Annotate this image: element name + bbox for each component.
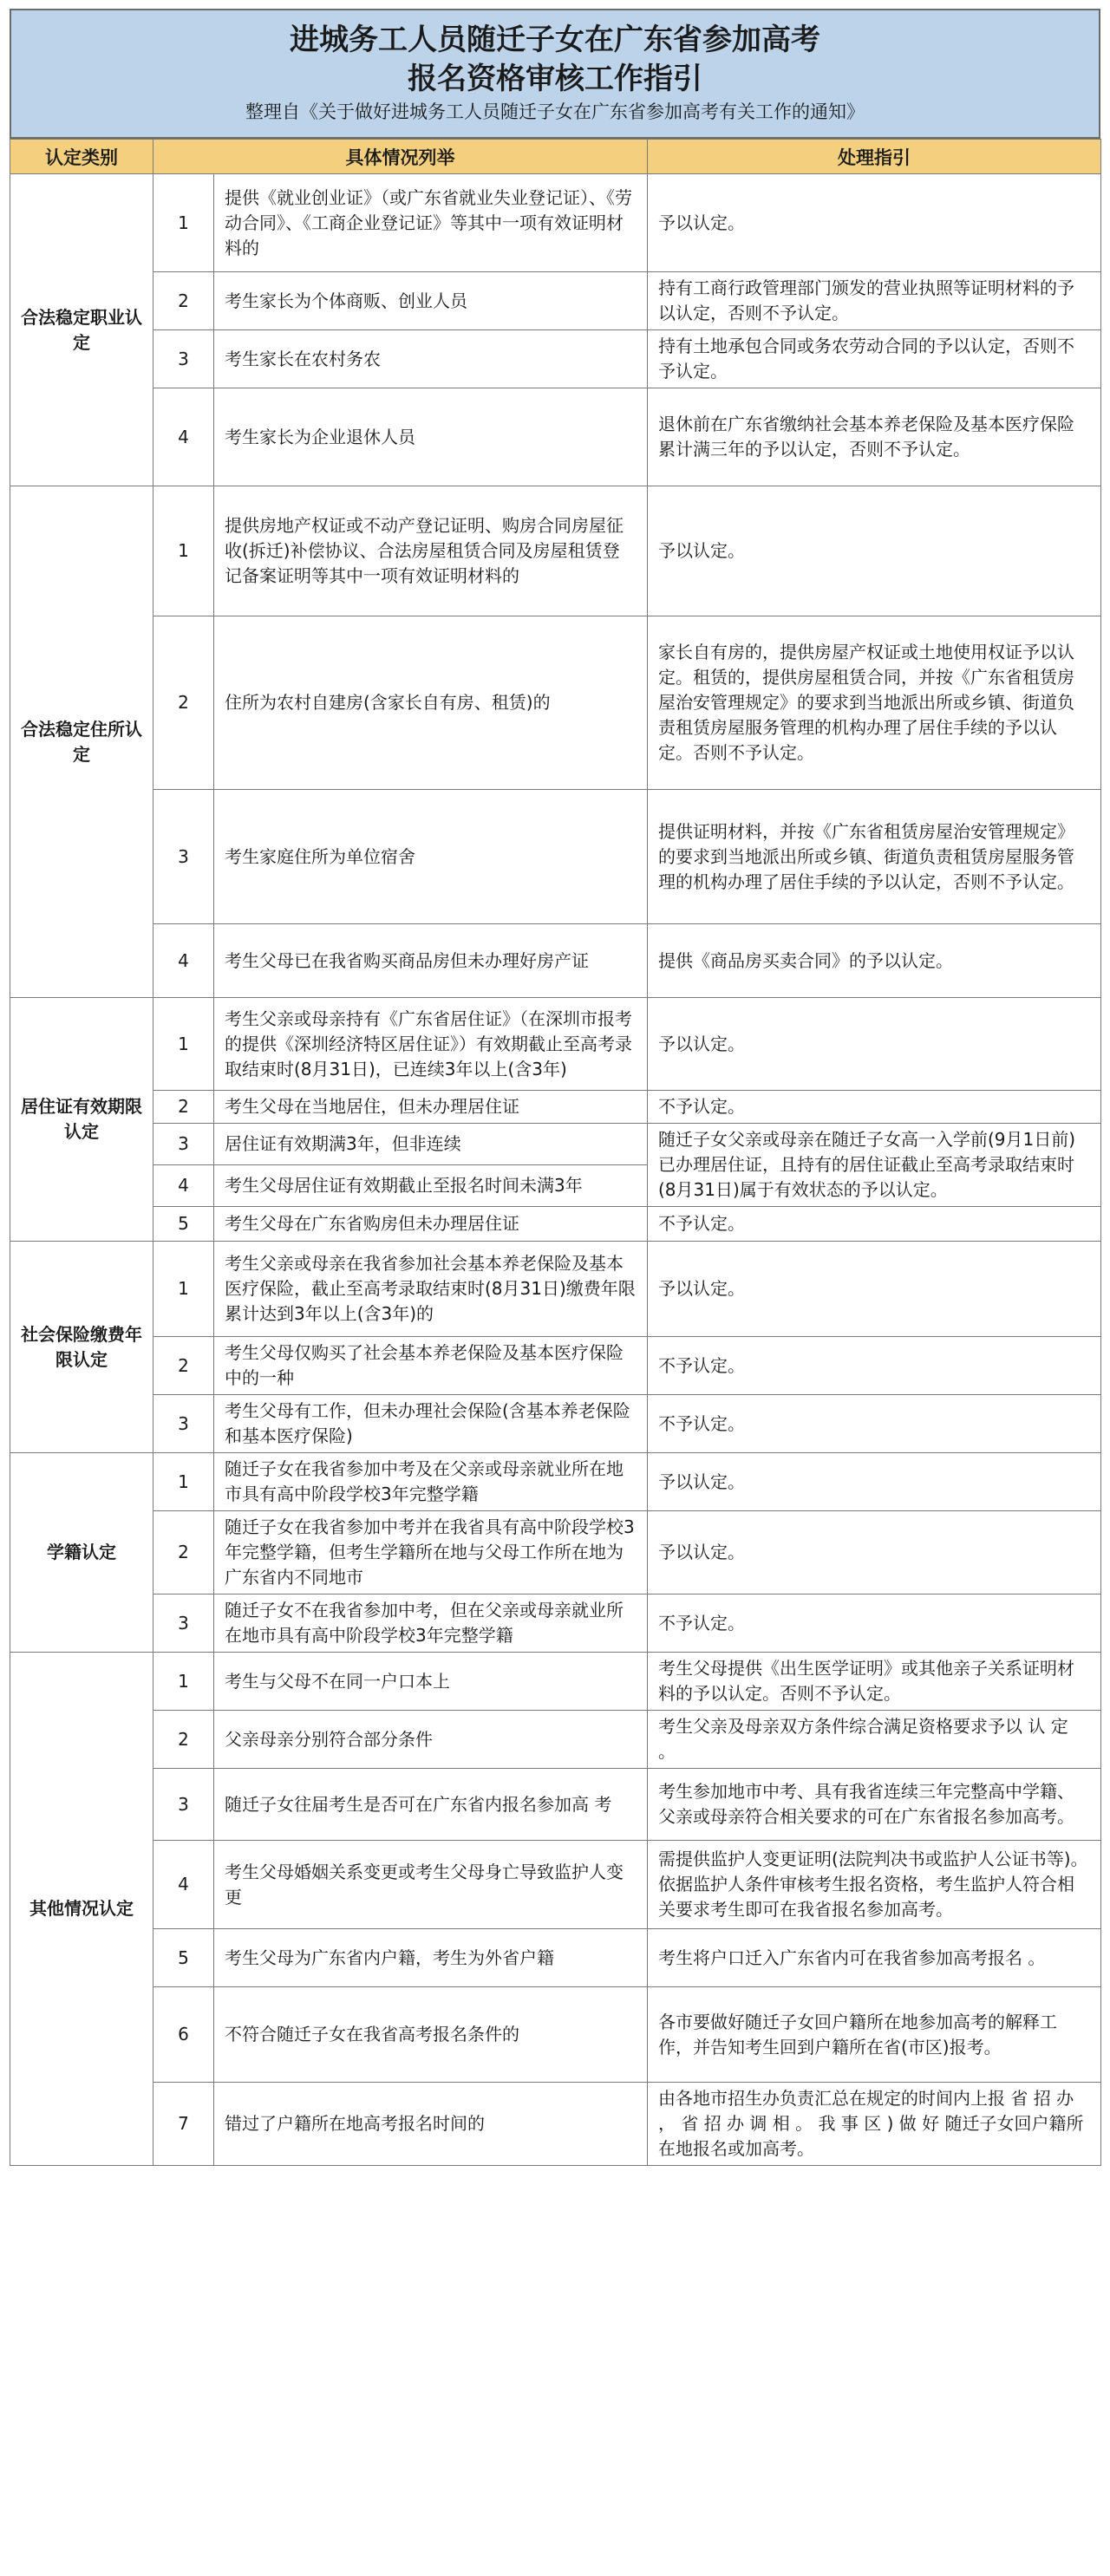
item-number: 2 — [153, 272, 214, 330]
guide-cell: 提供《商品房买卖合同》的予以认定。 — [648, 924, 1101, 998]
table-row — [10, 1841, 1101, 1929]
guide-cell: 考生将户口迁入广东省内可在我省参加高考报名 。 — [648, 1929, 1101, 1987]
table-row — [10, 330, 1101, 388]
table-row — [10, 998, 1101, 1091]
guide-cell: 予以认定。 — [648, 174, 1101, 272]
situation-cell: 考生与父母不在同一户口本上 — [214, 1653, 648, 1711]
guide-cell: 持有工商行政管理部门颁发的营业执照等证明材料的予以认定，否则不予认定。 — [648, 272, 1101, 330]
situation-cell: 考生父亲或母亲在我省参加社会基本养老保险及基本医疗保险，截止至高考录取结束时(8月31日)缴费年限累计达到3年以上(含3年)的 — [214, 1242, 648, 1337]
item-number: 3 — [153, 1124, 214, 1165]
situation-cell: 错过了户籍所在地高考报名时间的 — [214, 2083, 648, 2166]
header-category: 认定类别 — [10, 140, 153, 174]
table-row — [10, 1595, 1101, 1653]
table-row — [10, 1395, 1101, 1453]
table-row — [10, 1653, 1101, 1711]
situation-cell: 父亲母亲分别符合部分条件 — [214, 1711, 648, 1769]
table-row — [10, 1337, 1101, 1395]
item-number: 5 — [153, 1929, 214, 1987]
item-number: 3 — [153, 1769, 214, 1841]
table-row — [10, 1242, 1101, 1337]
guide-cell: 予以认定。 — [648, 1453, 1101, 1511]
guide-cell: 家长自有房的，提供房屋产权证或土地使用权证予以认定。租赁的，提供房屋租赁合同，并按《广东省租赁房屋治安管理规定》的要求到当地派出所或乡镇、街道负责租赁房屋服务管理的机构办理了居住手续的予以认定。否则不予认定。 — [648, 616, 1101, 790]
guide-cell: 不予认定。 — [648, 1595, 1101, 1653]
guide-cell: 提供证明材料，并按《广东省租赁房屋治安管理规定》的要求到当地派出所或乡镇、街道负责租赁房屋服务管理的机构办理了居住手续的予以认定，否则不予认定。 — [648, 790, 1101, 924]
situation-cell: 居住证有效期满3年，但非连续 — [214, 1124, 648, 1165]
table-row — [10, 790, 1101, 924]
situation-cell: 随迁子女不在我省参加中考，但在父亲或母亲就业所在地市具有高中阶段学校3年完整学籍 — [214, 1595, 648, 1653]
item-number: 6 — [153, 1987, 214, 2083]
category-cell: 社会保险缴费年限认定 — [10, 1242, 153, 1453]
title-line-1: 进城务工人员随迁子女在广东省参加高考 — [290, 23, 820, 57]
header-guide: 处理指引 — [648, 140, 1101, 174]
guide-cell: 予以认定。 — [648, 1511, 1101, 1595]
guide-cell: 考生父母提供《出生医学证明》或其他亲子关系证明材料的予以认定。否则不予认定。 — [648, 1653, 1101, 1711]
guide-cell: 随迁子女父亲或母亲在随迁子女高一入学前(9月1日前)已办理居住证，且持有的居住证截止至高考录取结束时(8月31日)属于有效状态的予以认定。 — [648, 1124, 1101, 1207]
guide-cell: 退休前在广东省缴纳社会基本养老保险及基本医疗保险累计满三年的予以认定，否则不予认定。 — [648, 388, 1101, 486]
item-number: 2 — [153, 1711, 214, 1769]
item-number: 3 — [153, 330, 214, 388]
guide-cell: 持有土地承包合同或务农劳动合同的予以认定，否则不予认定。 — [648, 330, 1101, 388]
table-row — [10, 1207, 1101, 1242]
situation-cell: 考生父母已在我省购买商品房但未办理好房产证 — [214, 924, 648, 998]
guide-cell: 考生参加地市中考、具有我省连续三年完整高中学籍、父亲或母亲符合相关要求的可在广东省报名参加高考。 — [648, 1769, 1101, 1841]
guide-cell: 不予认定。 — [648, 1207, 1101, 1242]
guideline-table — [10, 139, 1101, 2166]
item-number: 1 — [153, 1653, 214, 1711]
table-row — [10, 272, 1101, 330]
situation-cell: 考生家长在农村务农 — [214, 330, 648, 388]
table-row — [10, 616, 1101, 790]
table-row — [10, 174, 1101, 272]
item-number: 4 — [153, 1165, 214, 1207]
table-row — [10, 1769, 1101, 1841]
guide-cell: 由各地市招生办负责汇总在规定的时间内上报 省 招 办 ， 省 招 办 调 相 。 我 事 区 ) 做 好 随迁子女回户籍所在地报名或加高考。 — [648, 2083, 1101, 2166]
item-number: 2 — [153, 1337, 214, 1395]
table-header-row — [10, 140, 1101, 174]
situation-cell: 住所为农村自建房(含家长自有房、租赁)的 — [214, 616, 648, 790]
situation-cell: 随迁子女在我省参加中考及在父亲或母亲就业所在地市具有高中阶段学校3年完整学籍 — [214, 1453, 648, 1511]
guide-cell: 予以认定。 — [648, 1242, 1101, 1337]
situation-cell: 考生父亲或母亲持有《广东省居住证》（在深圳市报考的提供《深圳经济特区居住证》）有效期截止至高考录取结束时(8月31日)，已连续3年以上(含3年) — [214, 998, 648, 1091]
category-cell: 其他情况认定 — [10, 1653, 153, 2166]
guide-cell: 需提供监护人变更证明(法院判决书或监护人公证书等)。依据监护人条件审核考生报名资格，考生监护人符合相关要求考生即可在我省报名参加高考。 — [648, 1841, 1101, 1929]
item-number: 1 — [153, 174, 214, 272]
situation-cell: 考生父母有工作，但未办理社会保险(含基本养老保险和基本医疗保险) — [214, 1395, 648, 1453]
guide-cell: 不予认定。 — [648, 1091, 1101, 1124]
situation-cell: 随迁子女在我省参加中考并在我省具有高中阶段学校3年完整学籍，但考生学籍所在地与父母工作所在地为广东省内不同地市 — [214, 1511, 648, 1595]
table-row — [10, 924, 1101, 998]
item-number: 1 — [153, 486, 214, 616]
situation-cell: 考生父母居住证有效期截止至报名时间未满3年 — [214, 1165, 648, 1207]
guide-cell: 不予认定。 — [648, 1337, 1101, 1395]
item-number: 4 — [153, 388, 214, 486]
item-number: 3 — [153, 1395, 214, 1453]
title-line-2: 报名资格审核工作指引 — [408, 62, 702, 96]
table-row — [10, 1987, 1101, 2083]
guide-cell: 不予认定。 — [648, 1395, 1101, 1453]
subtitle: 整理自《关于做好进城务工人员随迁子女在广东省参加高考有关工作的通知》 — [245, 101, 865, 122]
category-cell: 合法稳定住所认定 — [10, 486, 153, 998]
item-number: 2 — [153, 1511, 214, 1595]
table-row — [10, 2083, 1101, 2166]
guide-cell: 予以认定。 — [648, 486, 1101, 616]
table-row — [10, 1453, 1101, 1511]
table-row — [10, 388, 1101, 486]
table-row — [10, 1929, 1101, 1987]
item-number: 3 — [153, 1595, 214, 1653]
table-row — [10, 486, 1101, 616]
header-situation: 具体情况列举 — [153, 140, 648, 174]
item-number: 3 — [153, 790, 214, 924]
situation-cell: 考生家长为企业退休人员 — [214, 388, 648, 486]
item-number: 2 — [153, 1091, 214, 1124]
situation-cell: 考生父母为广东省内户籍，考生为外省户籍 — [214, 1929, 648, 1987]
header-banner — [10, 9, 1100, 139]
item-number: 1 — [153, 1453, 214, 1511]
category-cell: 居住证有效期限认定 — [10, 998, 153, 1242]
item-number: 5 — [153, 1207, 214, 1242]
table-row — [10, 1091, 1101, 1124]
category-cell: 学籍认定 — [10, 1453, 153, 1653]
situation-cell: 考生父母在当地居住，但未办理居住证 — [214, 1091, 648, 1124]
situation-cell: 不符合随迁子女在我省高考报名条件的 — [214, 1987, 648, 2083]
item-number: 1 — [153, 1242, 214, 1337]
category-cell: 合法稳定职业认定 — [10, 174, 153, 486]
situation-cell: 考生家庭住所为单位宿舍 — [214, 790, 648, 924]
item-number: 4 — [153, 1841, 214, 1929]
table-row — [10, 1711, 1101, 1769]
item-number: 7 — [153, 2083, 214, 2166]
table-row — [10, 1124, 1101, 1165]
situation-cell: 考生父母仅购买了社会基本养老保险及基本医疗保险中的一种 — [214, 1337, 648, 1395]
situation-cell: 考生父母婚姻关系变更或考生父母身亡导致监护人变更 — [214, 1841, 648, 1929]
situation-cell: 随迁子女往届考生是否可在广东省内报名参加高 考 — [214, 1769, 648, 1841]
item-number: 2 — [153, 616, 214, 790]
guide-cell: 考生父亲及母亲双方条件综合满足资格要求予以 认 定 。 — [648, 1711, 1101, 1769]
guide-cell: 予以认定。 — [648, 998, 1101, 1091]
situation-cell: 提供房地产权证或不动产登记证明、购房合同房屋征收(拆迁)补偿协议、合法房屋租赁合同及房屋租赁登记备案证明等其中一项有效证明材料的 — [214, 486, 648, 616]
guideline-sheet — [10, 9, 1100, 2166]
guide-cell: 各市要做好随迁子女回户籍所在地参加高考的解释工作，并告知考生回到户籍所在省(市区)报考。 — [648, 1987, 1101, 2083]
situation-cell: 考生家长为个体商贩、创业人员 — [214, 272, 648, 330]
table-row — [10, 1511, 1101, 1595]
situation-cell: 考生父母在广东省购房但未办理居住证 — [214, 1207, 648, 1242]
situation-cell: 提供《就业创业证》（或广东省就业失业登记证）、《劳动合同》、《工商企业登记证》等其中一项有效证明材料的 — [214, 174, 648, 272]
item-number: 1 — [153, 998, 214, 1091]
item-number: 4 — [153, 924, 214, 998]
